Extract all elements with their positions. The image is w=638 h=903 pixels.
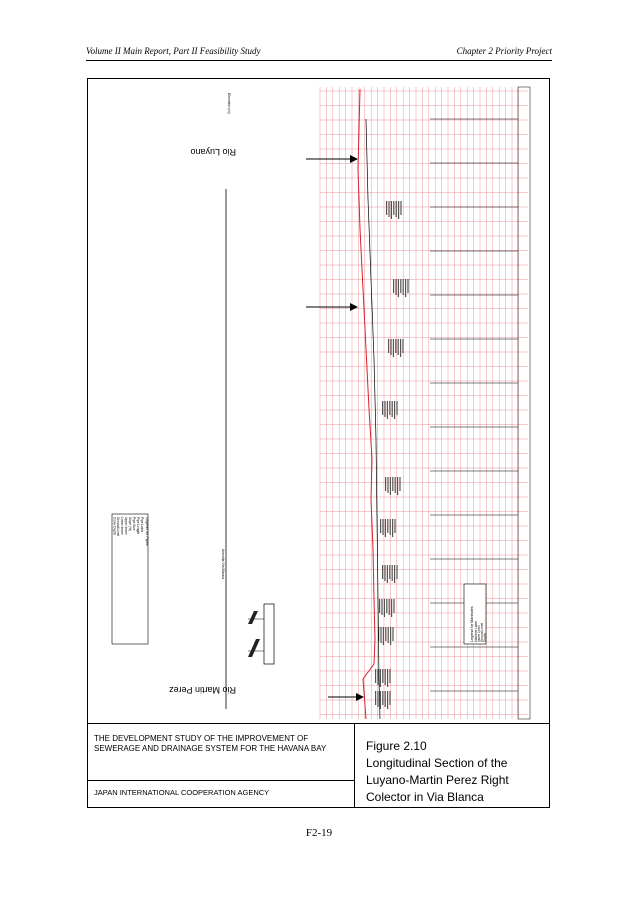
data-label-mark	[398, 201, 399, 219]
legend-pipes-item: Slope (%)	[128, 517, 132, 531]
legend-manholes	[464, 584, 487, 644]
data-label-mark	[391, 599, 392, 617]
legend-pipes-item: Pipe Label	[140, 517, 144, 533]
data-label-mark	[385, 477, 386, 491]
data-label-mark	[393, 201, 394, 215]
data-label-mark	[380, 669, 381, 687]
data-label-mark	[383, 627, 384, 645]
drawing-frame	[87, 78, 550, 808]
legend-pipes-title: Legend for Pipes	[145, 517, 149, 546]
profile-annotations	[375, 119, 518, 709]
data-label-mark	[385, 519, 386, 537]
data-label-mark	[384, 401, 385, 417]
data-label-mark	[382, 669, 383, 683]
data-label-mark	[396, 401, 397, 415]
data-label-mark	[385, 669, 386, 685]
data-label-mark	[400, 201, 401, 215]
agency-name: JAPAN INTERNATIONAL COOPERATION AGENCY	[94, 788, 270, 797]
legend-manholes-item: Ground Level	[480, 622, 484, 642]
data-label-mark	[375, 691, 376, 705]
data-label-mark	[391, 201, 392, 219]
cross-section-detail	[248, 604, 274, 664]
title-block-divider	[88, 780, 354, 781]
legend-manholes-item: Invert Level	[477, 625, 481, 642]
longitudinal-section-drawing	[88, 79, 549, 723]
legend-pipes-item: Pipe Length	[136, 517, 140, 535]
river-label-bottom: Rio Martin Perez	[168, 685, 236, 695]
data-label-mark	[392, 519, 393, 537]
legend-pipes-item: Pipe Size	[132, 517, 136, 531]
data-label-mark	[390, 339, 391, 355]
figure-number: Figure 2.10	[366, 739, 427, 753]
legend-manholes-title: Legend for Manholes	[470, 606, 474, 642]
data-label-mark	[392, 627, 393, 641]
data-label-mark	[389, 691, 390, 705]
data-label-mark	[375, 669, 376, 683]
data-label-mark	[392, 565, 393, 581]
data-label-mark	[395, 339, 396, 353]
data-label-mark	[394, 565, 395, 583]
data-label-mark	[392, 401, 393, 417]
title-block-left	[88, 724, 355, 808]
data-label-mark	[389, 565, 390, 579]
header-right: Chapter 2 Priority Project	[456, 46, 552, 56]
data-label-mark	[393, 339, 394, 357]
header-left: Volume II Main Report, Part II Feasibility Study	[86, 46, 261, 56]
elevation-header: Elevation (m)	[227, 93, 231, 114]
page-header	[86, 44, 552, 61]
data-label-mark	[398, 339, 399, 355]
data-label-mark	[398, 279, 399, 297]
data-label-mark	[385, 627, 386, 641]
river-label-top: Rio Luyano	[190, 147, 236, 157]
legend-pipes-item: Ground Level	[116, 517, 120, 537]
profile-arrows	[306, 155, 364, 701]
data-label-mark	[400, 279, 401, 293]
page-number: F2-19	[305, 827, 333, 839]
data-label-mark	[382, 519, 383, 535]
data-label-mark	[402, 339, 403, 353]
data-label-mark	[388, 627, 389, 643]
data-label-mark	[388, 201, 389, 217]
legend-manholes-item: Depth	[483, 633, 487, 642]
data-label-mark	[390, 627, 391, 645]
data-label-mark	[387, 401, 388, 419]
data-label-mark	[385, 691, 386, 707]
data-label-mark	[405, 279, 406, 297]
data-label-mark	[381, 599, 382, 615]
street-label: Avenida Via Blanca	[221, 549, 225, 580]
data-label-mark	[396, 565, 397, 579]
data-label-mark	[389, 669, 390, 683]
data-label-mark	[384, 599, 385, 617]
data-label-mark	[379, 599, 380, 613]
data-label-mark	[382, 691, 383, 705]
data-label-mark	[387, 691, 388, 709]
data-label-mark	[389, 599, 390, 615]
data-label-mark	[400, 339, 401, 357]
ground-profile-line	[358, 89, 375, 719]
legend-pipes-item: Upper Invert	[124, 517, 128, 535]
data-label-mark	[387, 565, 388, 583]
data-label-mark	[384, 565, 385, 581]
legend-pipes	[112, 514, 149, 644]
elevation-grid	[320, 87, 530, 719]
station-band	[518, 87, 530, 719]
data-label-mark	[395, 279, 396, 295]
data-label-mark	[393, 599, 394, 613]
data-label-mark	[387, 669, 388, 687]
data-label-mark	[399, 477, 400, 491]
data-label-mark	[397, 477, 398, 495]
data-label-mark	[407, 279, 408, 293]
data-label-mark	[390, 519, 391, 535]
data-label-mark	[390, 477, 391, 495]
title-block	[88, 723, 549, 808]
data-label-mark	[389, 401, 390, 415]
data-label-mark	[387, 519, 388, 533]
data-label-mark	[393, 279, 394, 293]
invert-profile-line	[366, 119, 380, 719]
legend-manholes-item: Manhole Label	[474, 621, 478, 642]
data-label-mark	[382, 565, 383, 579]
data-label-mark	[392, 477, 393, 491]
legend-pipes-item: Lower Invert	[120, 517, 124, 535]
data-label-mark	[395, 477, 396, 493]
data-label-mark	[377, 669, 378, 685]
data-label-mark	[386, 599, 387, 613]
data-label-mark	[377, 691, 378, 707]
study-title: THE DEVELOPMENT STUDY OF THE IMPROVEMENT OF SEWERAGE AND DRAINAGE SYSTEM FOR THE HAVANA BAY	[94, 734, 327, 753]
data-label-mark	[396, 201, 397, 217]
data-label-mark	[380, 627, 381, 643]
figure-title: Longitudinal Section of the Luyano-Martin Perez Right Colector in Via Blanca	[366, 756, 509, 804]
data-label-mark	[394, 401, 395, 419]
data-label-mark	[387, 477, 388, 493]
data-label-mark	[382, 401, 383, 415]
legend-pipes-item: Cover Depth	[112, 517, 117, 535]
data-label-mark	[403, 279, 404, 295]
data-label-mark	[386, 201, 387, 215]
data-label-mark	[388, 339, 389, 353]
data-label-mark	[394, 519, 395, 533]
data-label-mark	[380, 519, 381, 533]
